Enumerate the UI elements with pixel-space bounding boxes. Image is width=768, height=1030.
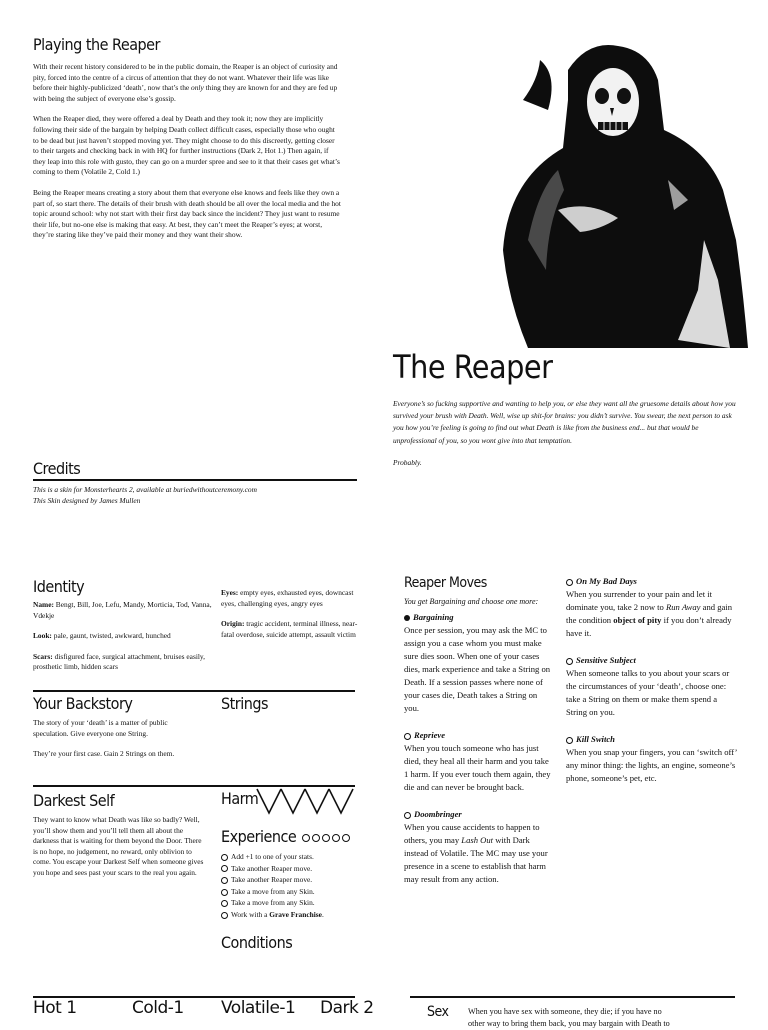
harm-track <box>256 787 354 820</box>
backstory-paragraph-2: They’re your first case. Gain 2 Strings on them. <box>33 749 175 759</box>
playing-paragraph-1: With their recent history considered to be in the public domain, the Reaper is an object of curiosity and pity, forced into the centre of a circus of attention that they do not want. Whatever their life was like before their highly-publicized ‘death’, now that’s the only thing they are known for and they are fed up with being the subject of everyone else’s gossip. <box>33 62 338 103</box>
identity-eyes: Eyes: empty eyes, exhausted eyes, downcast eyes, challenging eyes, angry eyes <box>221 588 354 608</box>
credits-line-2: This Skin designed by James Mullen <box>33 495 141 505</box>
darkest-text: They want to know what Death was like so badly? Well, you’ll show them and you’ll tell them all about the darkness that is waiting for them beyond the Door. There is no hope, no judgement, no reward, only oblivion to come. You escape your Darkest Self when someone gives you hope and sees past your scars to the real you again. <box>33 815 204 877</box>
selected-dot-icon <box>404 615 410 621</box>
backstory-paragraph-1: The story of your ‘death’ is a matter of public speculation. Give everyone one String. <box>33 718 168 738</box>
move-bargaining[interactable]: Bargaining Once per session, you may ask the MC to assign you a case whom you must make sure dies soon. When one of your cases dies, mark experience and take a String on Death. If a session passes where none of your cases die, Death takes a String on you. <box>404 612 551 713</box>
move-doombringer[interactable]: Doombringer When you cause accidents to happen to others, you may Lash Out with Dark instead of Volatile. The MC may use your presence in a scene to establish that harm may result from any action. <box>404 809 548 884</box>
move-kill-switch[interactable]: Kill Switch When you snap your fingers, you can ‘switch off’ any minor thing: the lights, an engine, someone’s phone, someone’s pet, etc. <box>566 734 737 783</box>
skin-title: The Reaper <box>393 348 553 386</box>
credits-text <box>33 485 353 506</box>
experience-circle-icon[interactable] <box>342 834 350 842</box>
identity-look: Look: pale, gaunt, twisted, awkward, hunched <box>33 631 171 641</box>
moves-intro: You get Bargaining and choose one more: <box>404 597 539 606</box>
identity-origin: Origin: tragic accident, terminal illness, near-fatal overdose, suicide attempt, assault victim <box>221 619 358 639</box>
moves-title: Reaper Moves <box>404 575 487 591</box>
skin-tagline <box>393 398 738 479</box>
stat-cold: Cold-1 <box>132 998 184 1018</box>
stats-rule <box>33 996 355 998</box>
move-sensitive-subject[interactable]: Sensitive Subject When someone talks to you about your scars or the circumstances of your ‘death’, choose one: take a String on them or make them spend a String on you. <box>566 655 730 717</box>
experience-item[interactable]: Work with a Grave Franchise. <box>221 909 371 921</box>
experience-circle-icon[interactable] <box>312 834 320 842</box>
identity-name: Name: Bengt, Bill, Joe, Lefu, Mandy, Morticia, Tod, Vanna, Vdekje <box>33 600 212 620</box>
harm-box[interactable] <box>281 789 305 813</box>
identity-rule <box>33 690 355 692</box>
sex-line-2: other way to bring them back, you may bargain with Death to <box>468 1019 670 1028</box>
harm-box[interactable] <box>305 789 329 813</box>
reaper-illustration <box>468 40 768 348</box>
experience-item[interactable]: Take a move from any Skin. <box>221 897 371 909</box>
harm-title: Harm <box>221 789 259 808</box>
credits-rule <box>33 479 357 481</box>
checkbox-icon[interactable] <box>221 877 228 884</box>
harm-box[interactable] <box>329 789 353 813</box>
tagline-text: Everyone’s so fucking supportive and wanting to help you, or else they want all the gruesome details about how you survived your brush with Death. Well, wise up shit-for brains: you didn’t survive. You swear, the next person to ask you how you’re feeling is going to find out what Death is like from the business end... but that would be unprofessional of you, so you wont give into that temptation. <box>393 399 736 445</box>
checkbox-icon[interactable] <box>404 812 411 819</box>
stat-dark: Dark 2 <box>320 998 374 1018</box>
credits-line-1: This is a skin for Monsterhearts 2, available at buriedwithoutceremony.com <box>33 485 257 494</box>
moves-column-2 <box>566 575 738 785</box>
conditions-title: Conditions <box>221 933 293 952</box>
stat-volatile: Volatile-1 <box>221 998 296 1018</box>
checkbox-icon[interactable] <box>221 865 228 872</box>
moves-column-1 <box>404 596 554 886</box>
playing-text <box>33 62 341 251</box>
sex-text <box>468 1006 738 1030</box>
identity-title: Identity <box>33 577 85 596</box>
identity-scars: Scars: disfigured face, surgical attachment, bruises easily, prosthetic limb, hidden scars <box>33 651 205 672</box>
checkbox-icon[interactable] <box>221 912 228 919</box>
experience-list <box>221 851 371 921</box>
playing-paragraph-3: Being the Reaper means creating a story about them that everyone else knows and feels like they own a part of, so start there. The details of their brush with death should be all over the local media and the hot topic around school: why not start with their first day back since the incident? They just want to resume their life, but no-one else is making that easy. At best, they can’t meet the Reaper’s eyes; at worst, they’re staring like they’ve paid their money and they want their show. <box>33 187 341 240</box>
sex-title: Sex <box>427 1004 449 1020</box>
checkbox-icon[interactable] <box>566 658 573 665</box>
sex-line-1: When you have sex with someone, they die; if you have no <box>468 1007 662 1016</box>
experience-circle-icon[interactable] <box>302 834 310 842</box>
checkbox-icon[interactable] <box>566 737 573 744</box>
darkest-title: Darkest Self <box>33 791 115 810</box>
harm-boxes[interactable] <box>256 787 354 815</box>
playing-title: Playing the Reaper <box>33 35 160 54</box>
identity-left <box>33 600 213 683</box>
checkbox-icon[interactable] <box>221 900 228 907</box>
sex-rule <box>410 996 735 998</box>
experience-circle-icon[interactable] <box>332 834 340 842</box>
tagline-probably: Probably. <box>393 457 422 467</box>
playing-paragraph-2: When the Reaper died, they were offered a deal by Death and they took it; now they are implicitly following their side of the bargain by helping Death collect difficult cases, especially those who ought to be dead but just haven’t stopped moving yet. They might choose to do this discreetly, getting closer to their targets and checking back in with HQ for further instructions (Dark 2, Hot 1.) Then again, if they leap into this role with gusto, they can go on a murder spree and see to it that their cases get what’s coming to them (Volatile 2, Cold 1.) <box>33 114 340 177</box>
experience-circle-icon[interactable] <box>322 834 330 842</box>
checkbox-icon[interactable] <box>221 889 228 896</box>
credits-title: Credits <box>33 459 81 478</box>
checkbox-icon[interactable] <box>566 579 573 586</box>
experience-item[interactable]: Take a move from any Skin. <box>221 886 371 898</box>
identity-right <box>221 588 367 650</box>
harm-box[interactable] <box>257 789 281 813</box>
experience-item[interactable]: Add +1 to one of your stats. <box>221 851 371 863</box>
backstory-title: Your Backstory <box>33 694 133 713</box>
move-on-my-bad-days[interactable]: On My Bad Days When you surrender to your pain and let it dominate you, take 2 now to Run Away and gain the condition object of pity if you don’t already have it. <box>566 576 732 638</box>
checkbox-icon[interactable] <box>221 854 228 861</box>
experience-item[interactable]: Take another Reaper move. <box>221 874 371 886</box>
move-reprieve[interactable]: Reprieve When you touch someone who has just died, they heal all their harm and you take 1 harm. If you ever touch them again, they die and can never be brought back. <box>404 730 551 792</box>
backstory-text <box>33 718 203 770</box>
stat-hot: Hot 1 <box>33 998 77 1018</box>
experience-item[interactable]: Take another Reaper move. <box>221 863 371 875</box>
checkbox-icon[interactable] <box>404 733 411 740</box>
experience-header <box>221 827 350 847</box>
strings-title: Strings <box>221 694 268 713</box>
experience-circles[interactable] <box>300 829 350 846</box>
experience-title: Experience <box>221 827 297 846</box>
